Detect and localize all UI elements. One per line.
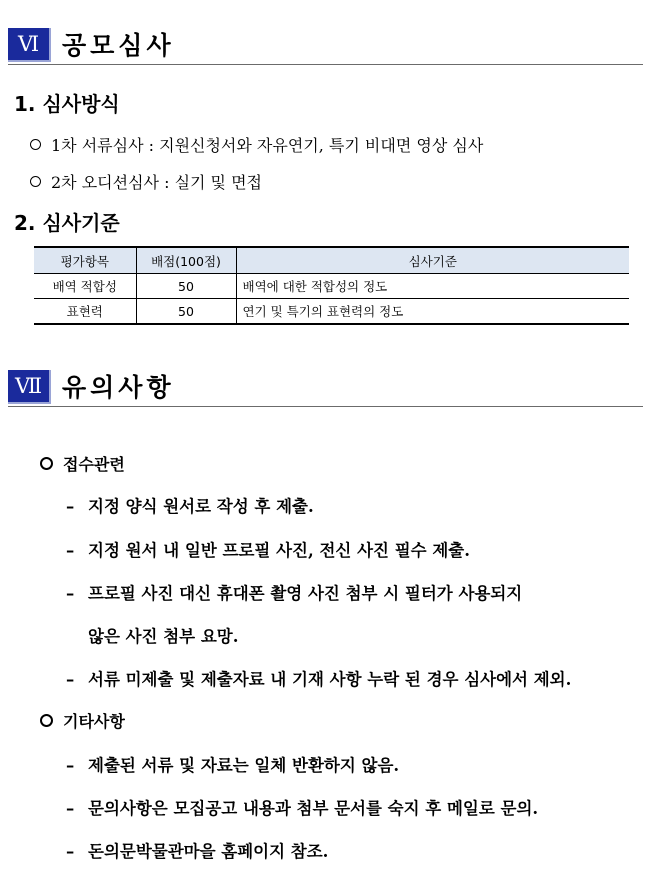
dash-bullet: – [66, 670, 75, 689]
section7-number-badge: Ⅶ [8, 370, 51, 404]
table-row [34, 274, 629, 299]
method-item: 1차 서류심사 : 지원신청서와 자유연기, 특기 비대면 영상 심사 [30, 133, 483, 156]
dash-bullet: – [66, 541, 75, 560]
note-item: – 제출된 서류 및 자료는 일체 반환하지 않음. [66, 756, 400, 775]
note-item: – 문의사항은 모집공고 내용과 첨부 문서를 숙지 후 메일로 문의. [66, 799, 539, 818]
section7-header [8, 370, 643, 407]
circle-bullet-icon [40, 714, 53, 727]
note-item: – 돈의문박물관마을 홈페이지 참조. [66, 842, 329, 861]
notes-group-label: 기타사항 [40, 709, 125, 732]
section6-number-badge: Ⅵ [8, 28, 51, 62]
note-item: – 지정 원서 내 일반 프로필 사진, 전신 사진 필수 제출. [66, 541, 470, 560]
section6-title: 공모심사 [62, 31, 175, 60]
method-item: 2차 오디션심사 : 실기 및 면접 [30, 170, 262, 193]
note-item: – 서류 미제출 및 제출자료 내 기재 사항 누락 된 경우 심사에서 제외. [66, 670, 572, 689]
table-cell: 연기 및 특기의 표현력의 정도 [236, 299, 629, 325]
column-header: 심사기준 [236, 247, 629, 274]
criteria-heading: 2. 심사기준 [14, 211, 120, 235]
section7-title: 유의사항 [62, 373, 175, 402]
method-heading: 1. 심사방식 [14, 92, 120, 116]
dash-bullet: – [66, 497, 75, 516]
column-header: 배점(100점) [136, 247, 236, 274]
note-item-continuation: 않은 사진 첨부 요망. [88, 627, 239, 646]
dash-bullet: – [66, 756, 75, 775]
dash-bullet: – [66, 584, 75, 603]
table-row [34, 299, 629, 325]
column-header: 평가항목 [34, 247, 136, 274]
table-cell: 표현력 [34, 299, 136, 325]
dash-bullet: – [66, 842, 75, 861]
dash-bullet: – [66, 799, 75, 818]
note-item: – 지정 양식 원서로 작성 후 제출. [66, 497, 314, 516]
table-cell: 50 [136, 274, 236, 299]
table-header-row [34, 247, 629, 274]
table-cell: 배역 적합성 [34, 274, 136, 299]
circle-bullet-icon [30, 176, 41, 187]
note-item: – 프로필 사진 대신 휴대폰 촬영 사진 첨부 시 필터가 사용되지 [66, 584, 523, 603]
table-cell: 배역에 대한 적합성의 정도 [236, 274, 629, 299]
table-cell: 50 [136, 299, 236, 325]
circle-bullet-icon [30, 139, 41, 150]
criteria-table [34, 246, 629, 325]
circle-bullet-icon [40, 457, 53, 470]
notes-group-label: 접수관련 [40, 452, 125, 475]
section6-header [8, 28, 643, 65]
